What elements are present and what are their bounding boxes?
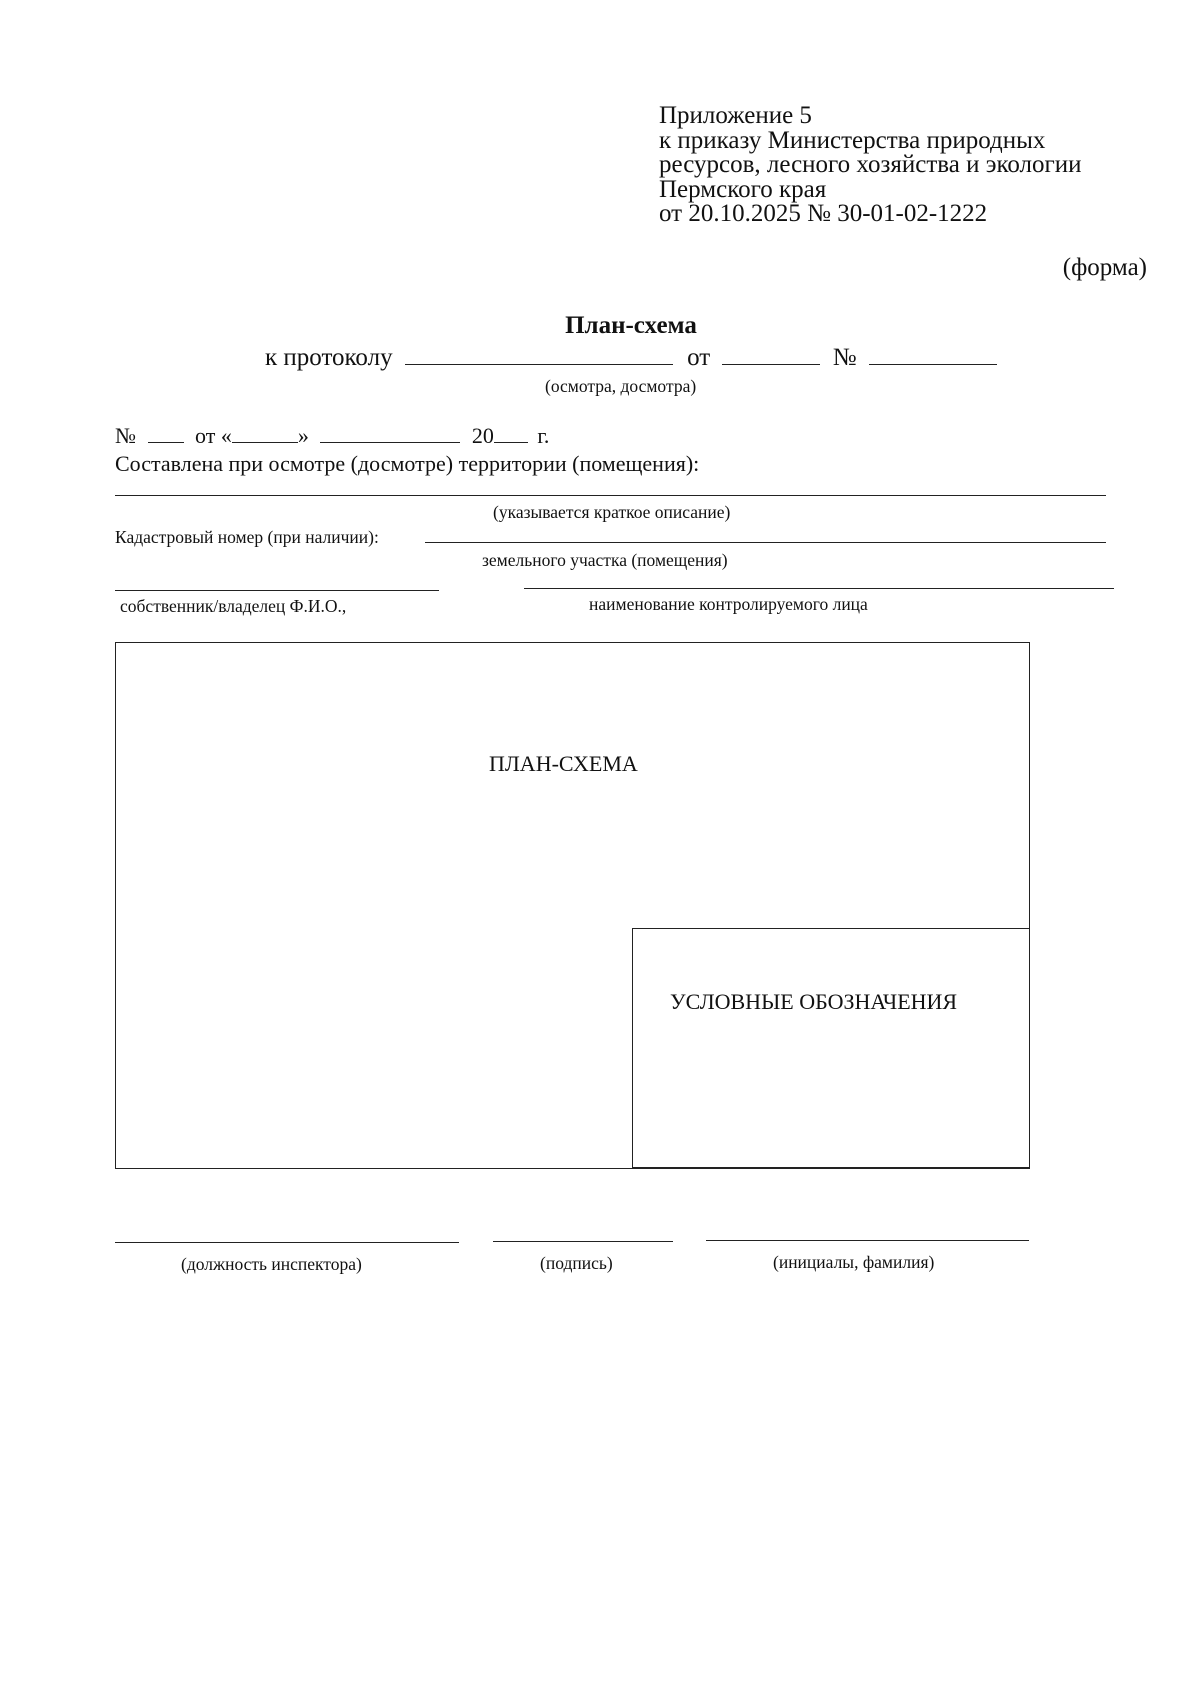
protocol-hint: (осмотра, досмотра) — [545, 376, 697, 396]
plan-schema-label: ПЛАН-СХЕМА — [489, 751, 638, 776]
controlled-person-hint: наименование контролируемого лица — [589, 594, 868, 614]
cadastral-hint: земельного участка (помещения) — [482, 550, 728, 570]
number-field[interactable] — [148, 425, 184, 443]
appendix-line: Приложение 5 — [659, 102, 812, 129]
year-prefix: 20 — [471, 423, 494, 448]
description-hint: (указывается краткое описание) — [493, 502, 731, 522]
appendix-block — [659, 104, 1081, 227]
protocol-type-field[interactable] — [405, 344, 673, 365]
cadastral-label: Кадастровый номер (при наличии): — [115, 527, 379, 547]
protocol-number-label: № — [832, 344, 857, 371]
signature-hint: (подпись) — [540, 1253, 613, 1273]
protocol-date-field[interactable] — [722, 344, 820, 365]
day-field[interactable] — [232, 425, 298, 443]
protocol-number-field[interactable] — [869, 344, 997, 365]
inspector-name-field[interactable] — [706, 1240, 1029, 1241]
legend-box[interactable] — [632, 928, 1030, 1168]
close-quote: » — [297, 423, 309, 448]
number-label: № — [115, 423, 136, 448]
owner-hint: собственник/владелец Ф.И.О., — [120, 596, 347, 616]
protocol-prefix: к протоколу — [265, 344, 393, 371]
appendix-line: ресурсов, лесного хозяйства и экологии — [659, 151, 1082, 178]
inspector-position-field[interactable] — [115, 1242, 459, 1243]
protocol-from-label: от — [687, 344, 711, 371]
appendix-line: к приказу Министерства природных — [659, 126, 1046, 154]
year-field[interactable] — [494, 425, 528, 443]
form-mark: (форма) — [1062, 254, 1147, 281]
date-line — [115, 423, 549, 449]
cadastral-field[interactable] — [425, 542, 1106, 543]
month-field[interactable] — [320, 425, 460, 443]
page-title: План-схема — [565, 312, 697, 339]
description-field[interactable] — [115, 495, 1106, 496]
owner-name-field[interactable] — [115, 590, 439, 591]
inspector-position-hint: (должность инспектора) — [181, 1254, 362, 1274]
controlled-person-field[interactable] — [524, 588, 1114, 589]
year-suffix: г. — [537, 423, 550, 448]
inspector-name-hint: (инициалы, фамилия) — [773, 1252, 935, 1272]
legend-label: УСЛОВНЫЕ ОБОЗНАЧЕНИЯ — [670, 989, 958, 1014]
compiled-line: Составлена при осмотре (досмотре) территории (помещения): — [115, 451, 700, 476]
signature-field[interactable] — [493, 1241, 673, 1242]
appendix-line: от 20.10.2025 № 30-01-02-1222 — [659, 200, 988, 227]
protocol-line — [265, 344, 997, 372]
from-label: от « — [195, 423, 232, 448]
appendix-line: Пермского края — [659, 175, 827, 203]
